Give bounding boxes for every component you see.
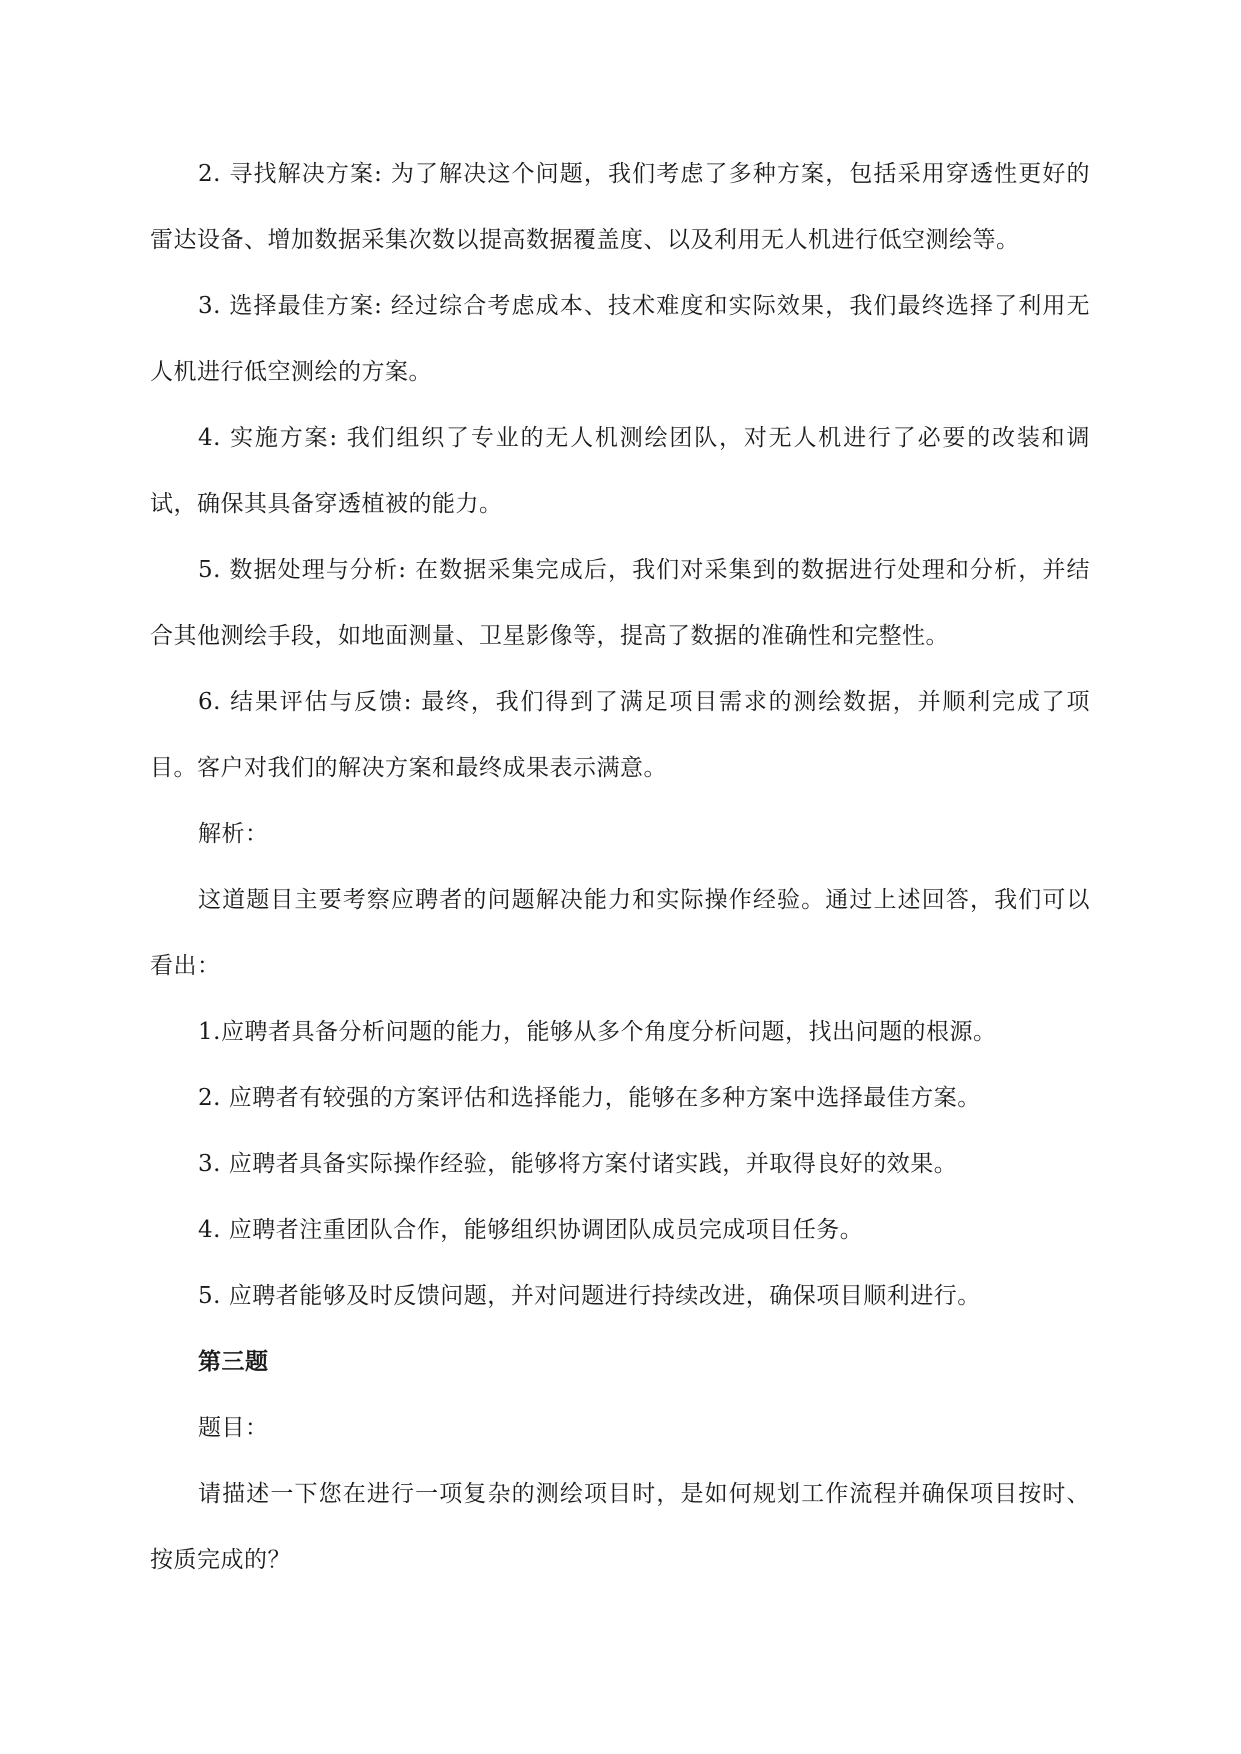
question-label: 题目： <box>198 1415 269 1441</box>
document-body <box>150 141 1090 1593</box>
paragraph-evaluation: 6. 结果评估与反馈: 最终，我们得到了满足项目需求的测绘数据，并顺利完成了项目。客户对我们的解决方案和最终成果表示满意。 <box>150 689 1090 781</box>
paragraph-choose-best: 3. 选择最佳方案: 经过综合考虑成本、技术难度和实际效果，我们最终选择了利用无人机进行低空测绘的方案。 <box>150 293 1090 385</box>
question-text: 请描述一下您在进行一项复杂的测绘项目时，是如何规划工作流程并确保项目按时、按质完成的？ <box>150 1481 1090 1573</box>
analysis-point-5: 5. 应聘者能够及时反馈问题，并对问题进行持续改进，确保项目顺利进行。 <box>198 1283 981 1309</box>
paragraph-data-processing: 5. 数据处理与分析: 在数据采集完成后，我们对采集到的数据进行处理和分析，并结合其他测绘手段，如地面测量、卫星影像等，提高了数据的准确性和完整性。 <box>150 557 1090 649</box>
paragraph-implement: 4. 实施方案: 我们组织了专业的无人机测绘团队，对无人机进行了必要的改装和调试，确保其具备穿透植被的能力。 <box>150 425 1090 517</box>
analysis-label: 解析： <box>198 821 269 847</box>
analysis-point-3: 3. 应聘者具备实际操作经验，能够将方案付诸实践，并取得良好的效果。 <box>198 1151 958 1177</box>
paragraph-find-solution: 2. 寻找解决方案: 为了解决这个问题，我们考虑了多种方案，包括采用穿透性更好的雷达设备、增加数据采集次数以提高数据覆盖度、以及利用无人机进行低空测绘等。 <box>150 161 1090 253</box>
analysis-point-1: 1.应聘者具备分析问题的能力，能够从多个角度分析问题，找出问题的根源。 <box>198 1019 997 1045</box>
analysis-intro: 这道题目主要考察应聘者的问题解决能力和实际操作经验。通过上述回答，我们可以看出： <box>150 887 1090 979</box>
section-heading-question-3: 第三题 <box>198 1348 269 1375</box>
analysis-point-2: 2. 应聘者有较强的方案评估和选择能力，能够在多种方案中选择最佳方案。 <box>198 1085 981 1111</box>
analysis-point-4: 4. 应聘者注重团队合作，能够组织协调团队成员完成项目任务。 <box>198 1217 864 1243</box>
